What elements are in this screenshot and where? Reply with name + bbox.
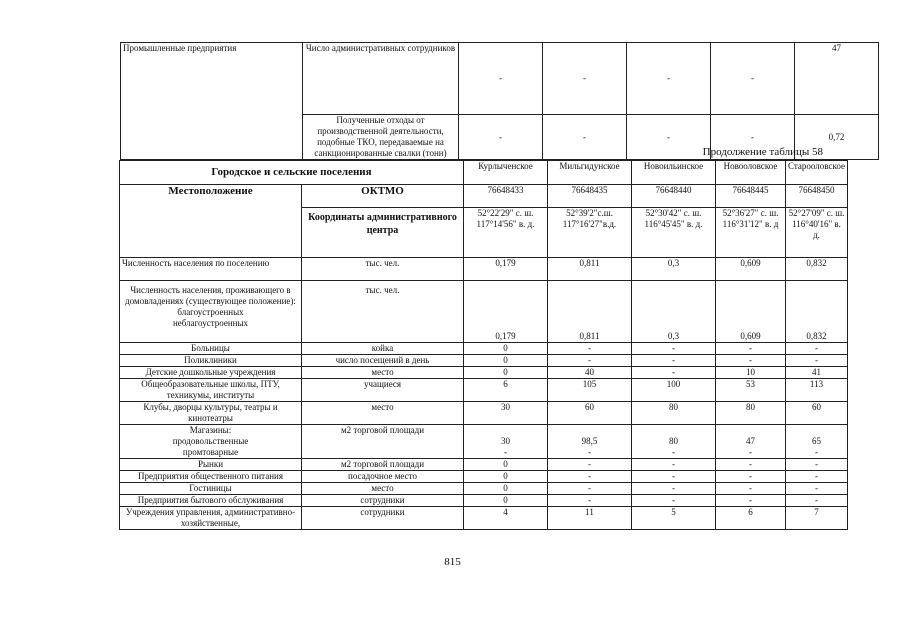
table-cell: 4 (464, 507, 548, 530)
table-cell (632, 425, 716, 459)
oktmo-header: ОКТМО (302, 185, 464, 208)
table-cell: 0,3 (632, 258, 716, 281)
table-cell: 0,832 (786, 258, 848, 281)
row-unit: учащиеся (302, 379, 464, 402)
row-unit: сотрудники (302, 507, 464, 530)
table-cell: 0,832 (786, 281, 848, 343)
row-label: Предприятия бытового обслуживания (120, 495, 302, 507)
table-cell: 7 (786, 507, 848, 530)
table-cell: 47 (795, 43, 879, 115)
table-cell: 0 (464, 367, 548, 379)
table-cell: 53 (716, 379, 786, 402)
table-value: - (588, 447, 591, 457)
row-unit: койка (302, 343, 464, 355)
table-cell: - (786, 343, 848, 355)
table-cell: - (548, 495, 632, 507)
table-cell: 6 (716, 507, 786, 530)
row-label: Предприятия общественного питания (120, 471, 302, 483)
table-value: 80 (669, 436, 678, 446)
table-cell: 5 (632, 507, 716, 530)
settlement-name: Мильгидунское (548, 161, 632, 185)
table-cell: 0 (464, 483, 548, 495)
table-value: - (815, 447, 818, 457)
row-label: Клубы, дворцы культуры, театры и кинотеатры (120, 402, 302, 425)
table-cell: - (632, 355, 716, 367)
row-label-line: неблагоустроенных (172, 318, 249, 328)
table-cell: 0,72 (795, 115, 879, 160)
settlements-header: Городское и сельские поселения (120, 161, 464, 185)
table-cell: - (716, 483, 786, 495)
table-cell: Число административных сотрудников (303, 43, 459, 115)
table-cell: 0 (464, 459, 548, 471)
table-cell: 0 (464, 355, 548, 367)
table-cell: 11 (548, 507, 632, 530)
coords-cell: 52°22'29" с. ш. 117°14'56" в. д. (464, 208, 548, 258)
table-value: - (749, 447, 752, 457)
table-cell: 6 (464, 379, 548, 402)
table-cell: 80 (716, 402, 786, 425)
row-label-line: промтоварные (182, 447, 239, 457)
table-cell: 41 (786, 367, 848, 379)
table-cell: - (548, 355, 632, 367)
table-cell: 0 (464, 343, 548, 355)
table-cell: - (632, 471, 716, 483)
industrial-category: Промышленные предприятия (121, 43, 303, 160)
table-cell: - (632, 459, 716, 471)
table-cell: - (716, 355, 786, 367)
table-cell: 60 (548, 402, 632, 425)
table-cell: - (716, 495, 786, 507)
row-unit: м2 торговой площади (302, 459, 464, 471)
table-cell: - (548, 343, 632, 355)
table-cell: 0,609 (716, 281, 786, 343)
table-cell: 0,811 (548, 281, 632, 343)
table-cell: - (786, 483, 848, 495)
row-unit: тыс. чел. (302, 258, 464, 281)
table-cell: - (548, 471, 632, 483)
table-value: 30 (501, 436, 510, 446)
table-cell: 0 (464, 495, 548, 507)
table-cell: - (627, 43, 711, 115)
settlement-name: Новоильинское (632, 161, 716, 185)
table-cell: 0,179 (464, 258, 548, 281)
coords-header: Координаты административного центра (302, 208, 464, 258)
table-cell: - (543, 115, 627, 160)
settlement-name: Новооловское (716, 161, 786, 185)
table-cell: - (711, 115, 795, 160)
table-cell: - (632, 483, 716, 495)
table-cell: - (786, 355, 848, 367)
row-unit: место (302, 483, 464, 495)
coords-cell: 52°39'2"с.ш. 117°16'27"в.д. (548, 208, 632, 258)
row-label: Детские дошкольные учреждения (120, 367, 302, 379)
table-cell: 100 (632, 379, 716, 402)
table-caption: Продолжение таблицы 58 (702, 146, 823, 158)
row-unit: тыс. чел. (302, 281, 464, 343)
table-cell (716, 425, 786, 459)
table-cell: 10 (716, 367, 786, 379)
table-cell: - (548, 459, 632, 471)
row-unit: посадочное место (302, 471, 464, 483)
table-cell: 80 (632, 402, 716, 425)
table-cell: 105 (548, 379, 632, 402)
row-label: Больницы (120, 343, 302, 355)
table-cell: - (716, 459, 786, 471)
oktmo-cell: 76648450 (786, 185, 848, 208)
table-cell: Полученные отходы от производственной деятельности, подобные ТКО, передаваемые на санкционированные свалки (тонн) (303, 115, 459, 160)
settlements-table (119, 160, 848, 530)
table-cell: 40 (548, 367, 632, 379)
table-value: - (504, 447, 507, 457)
table-cell: 0,609 (716, 258, 786, 281)
table-value: - (672, 447, 675, 457)
table-cell: - (632, 343, 716, 355)
table-cell: - (716, 471, 786, 483)
table-cell: 60 (786, 402, 848, 425)
table-cell: - (459, 43, 543, 115)
row-label-line: Численность населения, проживающего в домовладениях (существующее положение): (125, 285, 296, 306)
table-cell: 30 (464, 402, 548, 425)
table-value: 65 (812, 436, 821, 446)
row-label-line: продовольственные (172, 436, 249, 446)
row-label: Учреждения управления, административно-хозяйственные, (120, 507, 302, 530)
oktmo-cell: 76648440 (632, 185, 716, 208)
row-label: Общеобразовательные школы, ПТУ, техникумы, институты (120, 379, 302, 402)
table-cell: - (548, 483, 632, 495)
industrial-table (120, 42, 879, 160)
table-cell: - (632, 367, 716, 379)
table-cell (548, 425, 632, 459)
row-unit: число посещений в день (302, 355, 464, 367)
table-cell: - (786, 495, 848, 507)
table-cell: 0 (464, 471, 548, 483)
settlement-name: Курлыченское (464, 161, 548, 185)
row-label-line: благоустроенных (177, 307, 244, 317)
table-cell: - (716, 343, 786, 355)
coords-cell: 52°36'27" с. ш. 116°31'12" в. д (716, 208, 786, 258)
row-label (120, 281, 302, 343)
coords-cell: 52°30'42" с. ш. 116°45'45" в. д. (632, 208, 716, 258)
location-header: Местоположение (120, 185, 302, 258)
row-unit: м2 торговой площади (302, 425, 464, 459)
table-cell: - (459, 115, 543, 160)
oktmo-cell: 76648433 (464, 185, 548, 208)
settlement-name: Старооловское (786, 161, 848, 185)
row-label-line: Магазины: (189, 425, 232, 435)
row-label: Поликлиники (120, 355, 302, 367)
table-cell: 0,811 (548, 258, 632, 281)
table-cell: - (786, 471, 848, 483)
table-cell: 0,3 (632, 281, 716, 343)
table-cell (464, 425, 548, 459)
table-value: 47 (746, 436, 755, 446)
oktmo-cell: 76648435 (548, 185, 632, 208)
oktmo-cell: 76648445 (716, 185, 786, 208)
row-label: Численность населения по поселению (120, 258, 302, 281)
table-cell: - (543, 43, 627, 115)
table-cell: 0,179 (464, 281, 548, 343)
row-label: Рынки (120, 459, 302, 471)
row-unit: место (302, 402, 464, 425)
row-unit: место (302, 367, 464, 379)
coords-cell: 52°27'09" с. ш. 116°40'16" в. д. (786, 208, 848, 258)
table-cell (786, 425, 848, 459)
row-label: Гостиницы (120, 483, 302, 495)
page-number: 815 (444, 556, 461, 568)
row-label (120, 425, 302, 459)
table-cell: - (632, 495, 716, 507)
table-value: 98,5 (581, 436, 598, 446)
table-cell: 113 (786, 379, 848, 402)
table-cell: - (711, 43, 795, 115)
row-unit: сотрудники (302, 495, 464, 507)
table-cell: - (786, 459, 848, 471)
table-cell: - (627, 115, 711, 160)
